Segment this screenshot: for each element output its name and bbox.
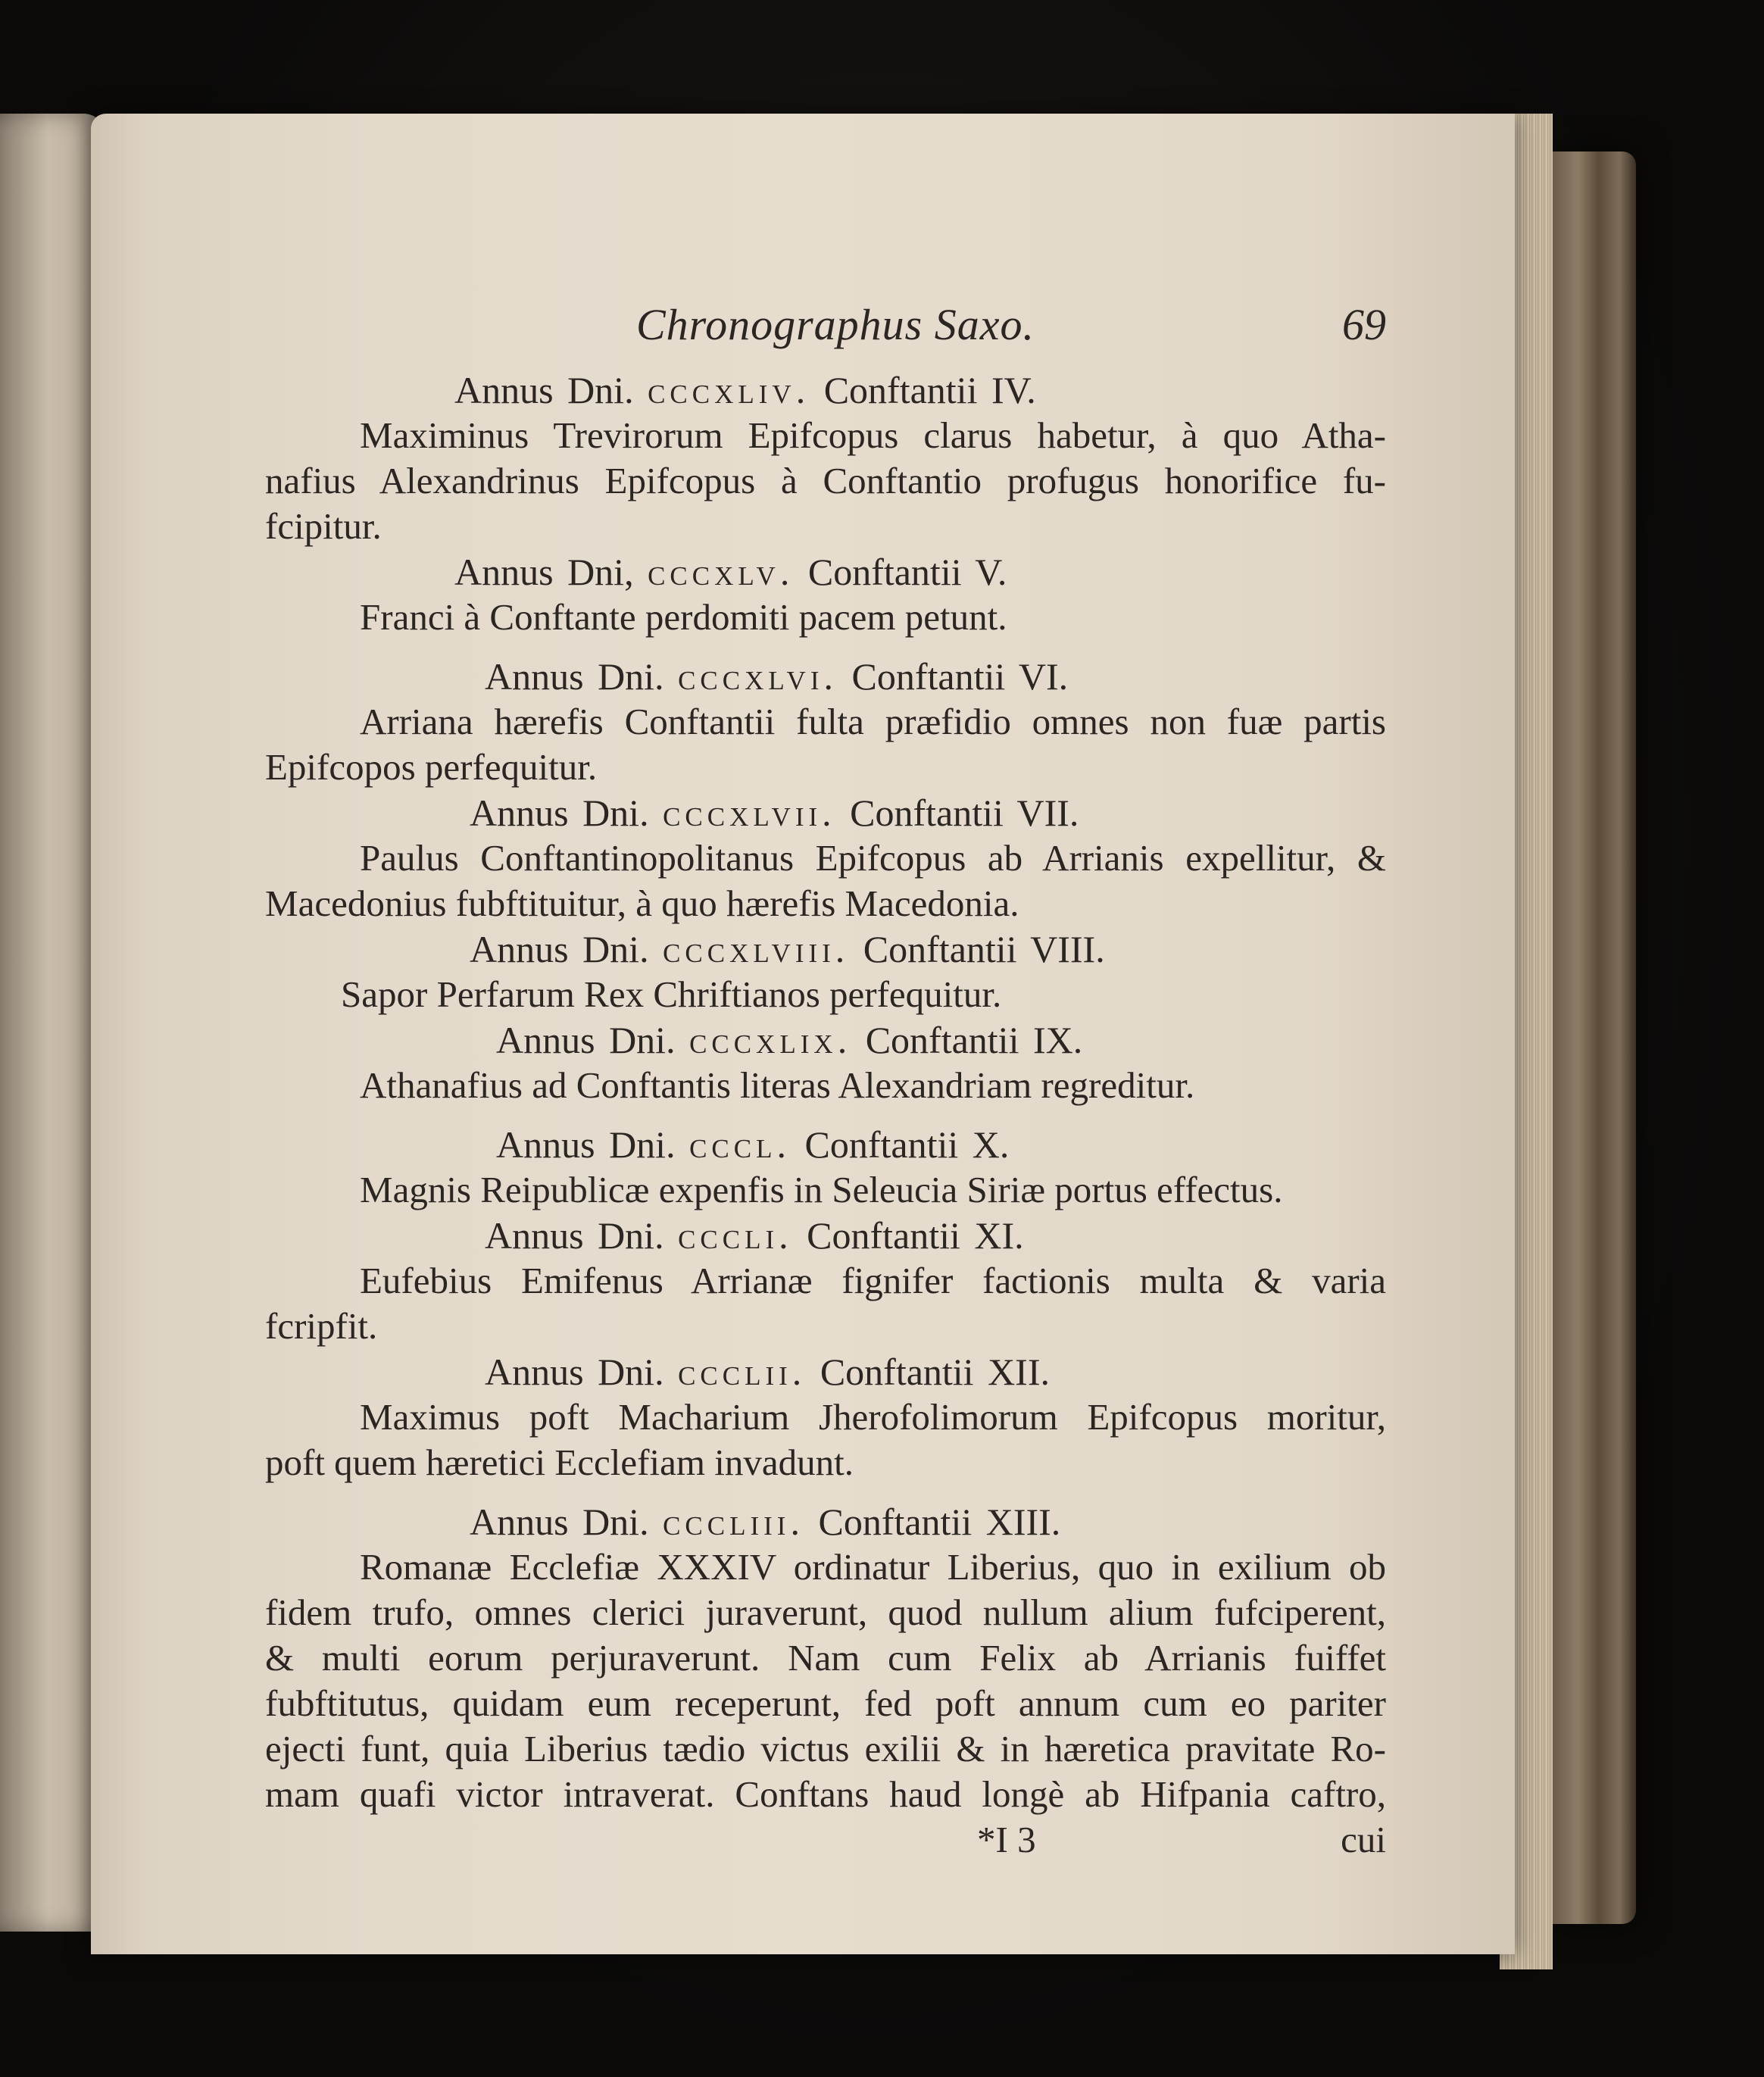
entry-line: mam quafi victor intraverat. Conftans haud longè ab Hifpania caftro, <box>265 1773 1386 1815</box>
running-head <box>265 299 1386 367</box>
year-numeral: ccclii. <box>678 1351 807 1393</box>
page-number: 69 <box>1342 300 1386 349</box>
year-heading <box>265 1213 1386 1258</box>
entry-line: Epifcopos perfequitur. <box>265 746 598 788</box>
chronicle-entry <box>265 926 1386 1017</box>
reign-year: Conftantii V. <box>807 551 1007 593</box>
year-label: Annus Dni. <box>470 928 649 970</box>
entry-line: fcripfit. <box>265 1305 378 1347</box>
chronicle-entry <box>265 1122 1386 1213</box>
reign-year: Conftantii IX. <box>865 1019 1083 1061</box>
text-block <box>265 299 1386 1863</box>
entry-line: Franci à Conftante perdomiti pacem petunt. <box>360 596 1007 638</box>
reign-year: Conftantii VIII. <box>863 928 1105 970</box>
entry-line: Eufebius Emifenus Arrianæ fignifer factionis multa & varia <box>360 1260 1386 1301</box>
year-numeral: cccxliv. <box>648 369 810 411</box>
year-heading <box>265 654 1386 699</box>
entry-line: fcipitur. <box>265 505 382 547</box>
year-label: Annus Dni. <box>485 1351 664 1393</box>
year-heading <box>265 549 1386 595</box>
entry-line: Athanafius ad Conftantis literas Alexandriam regreditur. <box>360 1064 1195 1106</box>
year-heading <box>265 1349 1386 1395</box>
signature-mark: *I 3 <box>977 1819 1036 1860</box>
year-numeral: cccxlvii. <box>663 792 836 834</box>
entry-line: Paulus Conftantinopolitanus Epifcopus ab Arrianis expellitur, & <box>360 837 1386 879</box>
year-heading <box>265 790 1386 835</box>
entry-line: Macedonius fubftituitur, à quo hærefis Macedonia. <box>265 882 1019 924</box>
year-label: Annus Dni. <box>485 655 664 698</box>
entry-line: poft quem hæretici Ecclefiam invadunt. <box>265 1441 854 1483</box>
reign-year: Conftantii X. <box>804 1123 1010 1166</box>
left-page-edge <box>0 114 106 1932</box>
reign-year: Conftantii VI. <box>851 655 1069 698</box>
reign-year: Conftantii XI. <box>807 1214 1024 1257</box>
year-label: Annus Dni. <box>470 1501 649 1543</box>
year-numeral: cccl. <box>689 1123 791 1166</box>
chronicle-entry <box>265 367 1386 549</box>
year-numeral: cccxlvi. <box>678 655 838 698</box>
entry-line: Arriana hærefis Conftantii fulta præfidio omnes non fuæ partis <box>360 701 1386 742</box>
chronicle-entry <box>265 1213 1386 1349</box>
year-numeral: cccxlix. <box>689 1019 852 1061</box>
year-label: Annus Dni, <box>454 551 634 593</box>
entry-line: ejecti funt, quia Liberius tædio victus exilii & in hæretica pravitate Ro- <box>265 1728 1386 1769</box>
book-cover-edge <box>1553 151 1636 1924</box>
entry-line: fubftitutus, quidam eum receperunt, fed poft annum cum eo pariter <box>265 1682 1386 1724</box>
entry-line: Magnis Reipublicæ expenfis in Seleucia Siriæ portus effectus. <box>360 1169 1283 1210</box>
chronicle-entry <box>265 1499 1386 1817</box>
year-numeral: cccxlv. <box>648 551 795 593</box>
year-numeral: cccli. <box>678 1214 793 1257</box>
running-head-title: Chronographus Saxo. <box>636 300 1035 349</box>
entry-line: Sapor Perfarum Rex Chriftianos perfequitur. <box>341 973 1002 1015</box>
book-page <box>91 114 1515 1954</box>
reign-year: Conftantii XIII. <box>818 1501 1061 1543</box>
year-heading <box>265 1499 1386 1544</box>
year-numeral: cccliii. <box>663 1501 804 1543</box>
year-label: Annus Dni. <box>470 792 649 834</box>
page-footer <box>265 1817 1386 1863</box>
reign-year: Conftantii XII. <box>820 1351 1050 1393</box>
year-heading <box>265 926 1386 972</box>
entry-line: nafius Alexandrinus Epifcopus à Conftantio profugus honorifice fu- <box>265 460 1386 501</box>
year-label: Annus Dni. <box>485 1214 664 1257</box>
catchword: cui <box>1341 1819 1386 1860</box>
entry-line: Maximinus Trevirorum Epifcopus clarus habetur, à quo Atha- <box>360 414 1386 456</box>
entry-line: fidem trufo, omnes clerici juraverunt, quod nullum alium fufciperent, <box>265 1591 1386 1633</box>
entry-line: Romanæ Ecclefiæ XXXIV ordinatur Liberius, quo in exilium ob <box>360 1546 1386 1588</box>
year-heading <box>265 1017 1386 1063</box>
reign-year: Conftantii VII. <box>850 792 1079 834</box>
year-label: Annus Dni. <box>454 369 634 411</box>
year-numeral: cccxlviii. <box>663 928 850 970</box>
year-label: Annus Dni. <box>496 1123 676 1166</box>
chronicle-entry <box>265 549 1386 640</box>
chronicle-entry <box>265 790 1386 926</box>
chronicle-entry <box>265 1349 1386 1485</box>
chronicle-entry <box>265 1017 1386 1108</box>
reign-year: Conftantii IV. <box>823 369 1036 411</box>
year-label: Annus Dni. <box>496 1019 676 1061</box>
chronicle-entry <box>265 654 1386 790</box>
entry-line: & multi eorum perjuraverunt. Nam cum Felix ab Arrianis fuiffet <box>265 1637 1386 1679</box>
year-heading <box>265 367 1386 413</box>
entry-line: Maximus poft Macharium Jherofolimorum Epifcopus moritur, <box>360 1396 1386 1438</box>
year-heading <box>265 1122 1386 1167</box>
